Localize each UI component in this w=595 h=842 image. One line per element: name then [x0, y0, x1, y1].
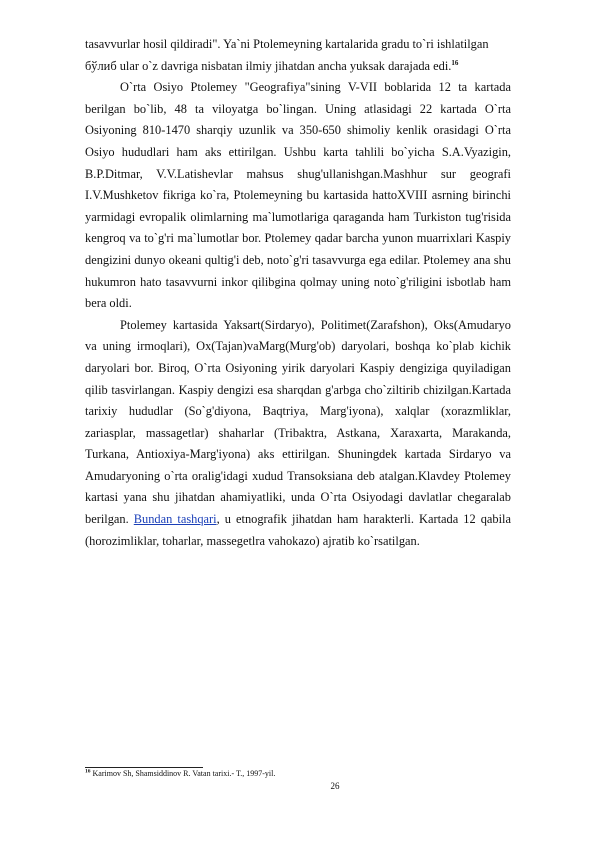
paragraph-1-cyrillic-word: бўлиб [85, 58, 117, 73]
footnote-text: Karimov Sh, Shamsiddinov R. Vatan tarixi.- T., 1997-yil. [90, 769, 276, 778]
document-body [85, 34, 511, 552]
footnote-reference[interactable]: 16 [451, 58, 459, 67]
paragraph-3-text: Ptolemey kartasida Yaksart(Sirdaryo), Politimet(Zarafshon), Oks(Amudaryo va uning irmoqlari), Ox(Tajan)vaMarg(Murg'ob) daryolari, boshqa ko`plab kichik daryolari bor. Biroq, O`rta Osiyoning yirik daryolari Kaspiy dengiziga quyiladigan qilib tasvirlangan. Kaspiy dengizi esa sharqdan g'arbga cho`ziltirib chizilgan.Kartada tarixiy hududlar (So`g'diyona, Baqtriya, Marg'iyona), xalqlar (xorazmliklar, zariasplar, massagetlar) shaharlar (Tribaktra, Astkana, Xaraxarta, Marakanda, Turkana, Antioxiya-Marg'iyona) aks ettirilgan. Shuningdek kartada Sirdaryo va Amudaryoning o`rta oralig'idagi xudud Transoksiana deb atalgan.Klavdey Ptolemey kartasi yana shu jihatdan ahamiyatliki, unda O`rta Osiyodagi davlatlar chegaralab berilgan. [85, 317, 511, 527]
footnote [85, 769, 275, 778]
footnote-number: 16 [85, 768, 91, 775]
paragraph-1-text: tasavvurlar hosil qildiradi". Ya`ni Ptolemeyning kartalarida gradu to`ri ishlatilgan [85, 37, 489, 51]
bundan-tashqari-link[interactable]: Bundan tashqari [133, 512, 217, 527]
paragraph-1 [85, 34, 511, 77]
footnote-divider [85, 767, 203, 768]
paragraph-3 [85, 315, 511, 553]
paragraph-3-tail: , u etnografik jihatdan ham harakterli. Kartada 12 qabila (horozimliklar, toharlar, massegetlra vahokazo) ajratib ko`rsatilgan. [85, 512, 512, 548]
paragraph-1-tail: ular o`z davriga nisbatan ilmiy jihatdan ancha yuksak darajada edi. [116, 58, 452, 73]
page-number: 26 [330, 781, 340, 791]
paragraph-2: O`rta Osiyo Ptolemey "Geografiya"sining V-VII boblarida 12 ta kartada berilgan bo`lib, 48 ta viloyatga bo`lingan. Uning atlasidagi 22 kartada O`rta Osiyoning 810-1470 sharqiy uzunlik va 350-650 shimoliy kenlik orasidagi O`rta Osiyo hududlari ham aks ettirilgan. Ushbu karta tahlili bo`yicha S.A.Vyazigin, B.P.Ditmar, V.V.Latishevlar mahsus shug'ullanishgan.Mashhur sur geografi I.V.Mushketov fikriga ko`ra, Ptolemeyning bu kartasida hattoXVIII asrning birinchi yarmidagi evropalik olimlarning ma`lumotlariga qaraganda ham Turkiston tug'risida kengroq va to`g'ri ma`lumotlar bor. Ptolemey qadar barcha yunon muarrixlari Kaspiy dengizini dunyo okeani qultig'i deb, noto`g'ri tasavvurga ega edilar. Ptolemey ana shu hukumron hato tasavvurni inkor qilibgina qolmay uning noto`g'riligini isbotlab ham bera oldi. [85, 80, 511, 311]
